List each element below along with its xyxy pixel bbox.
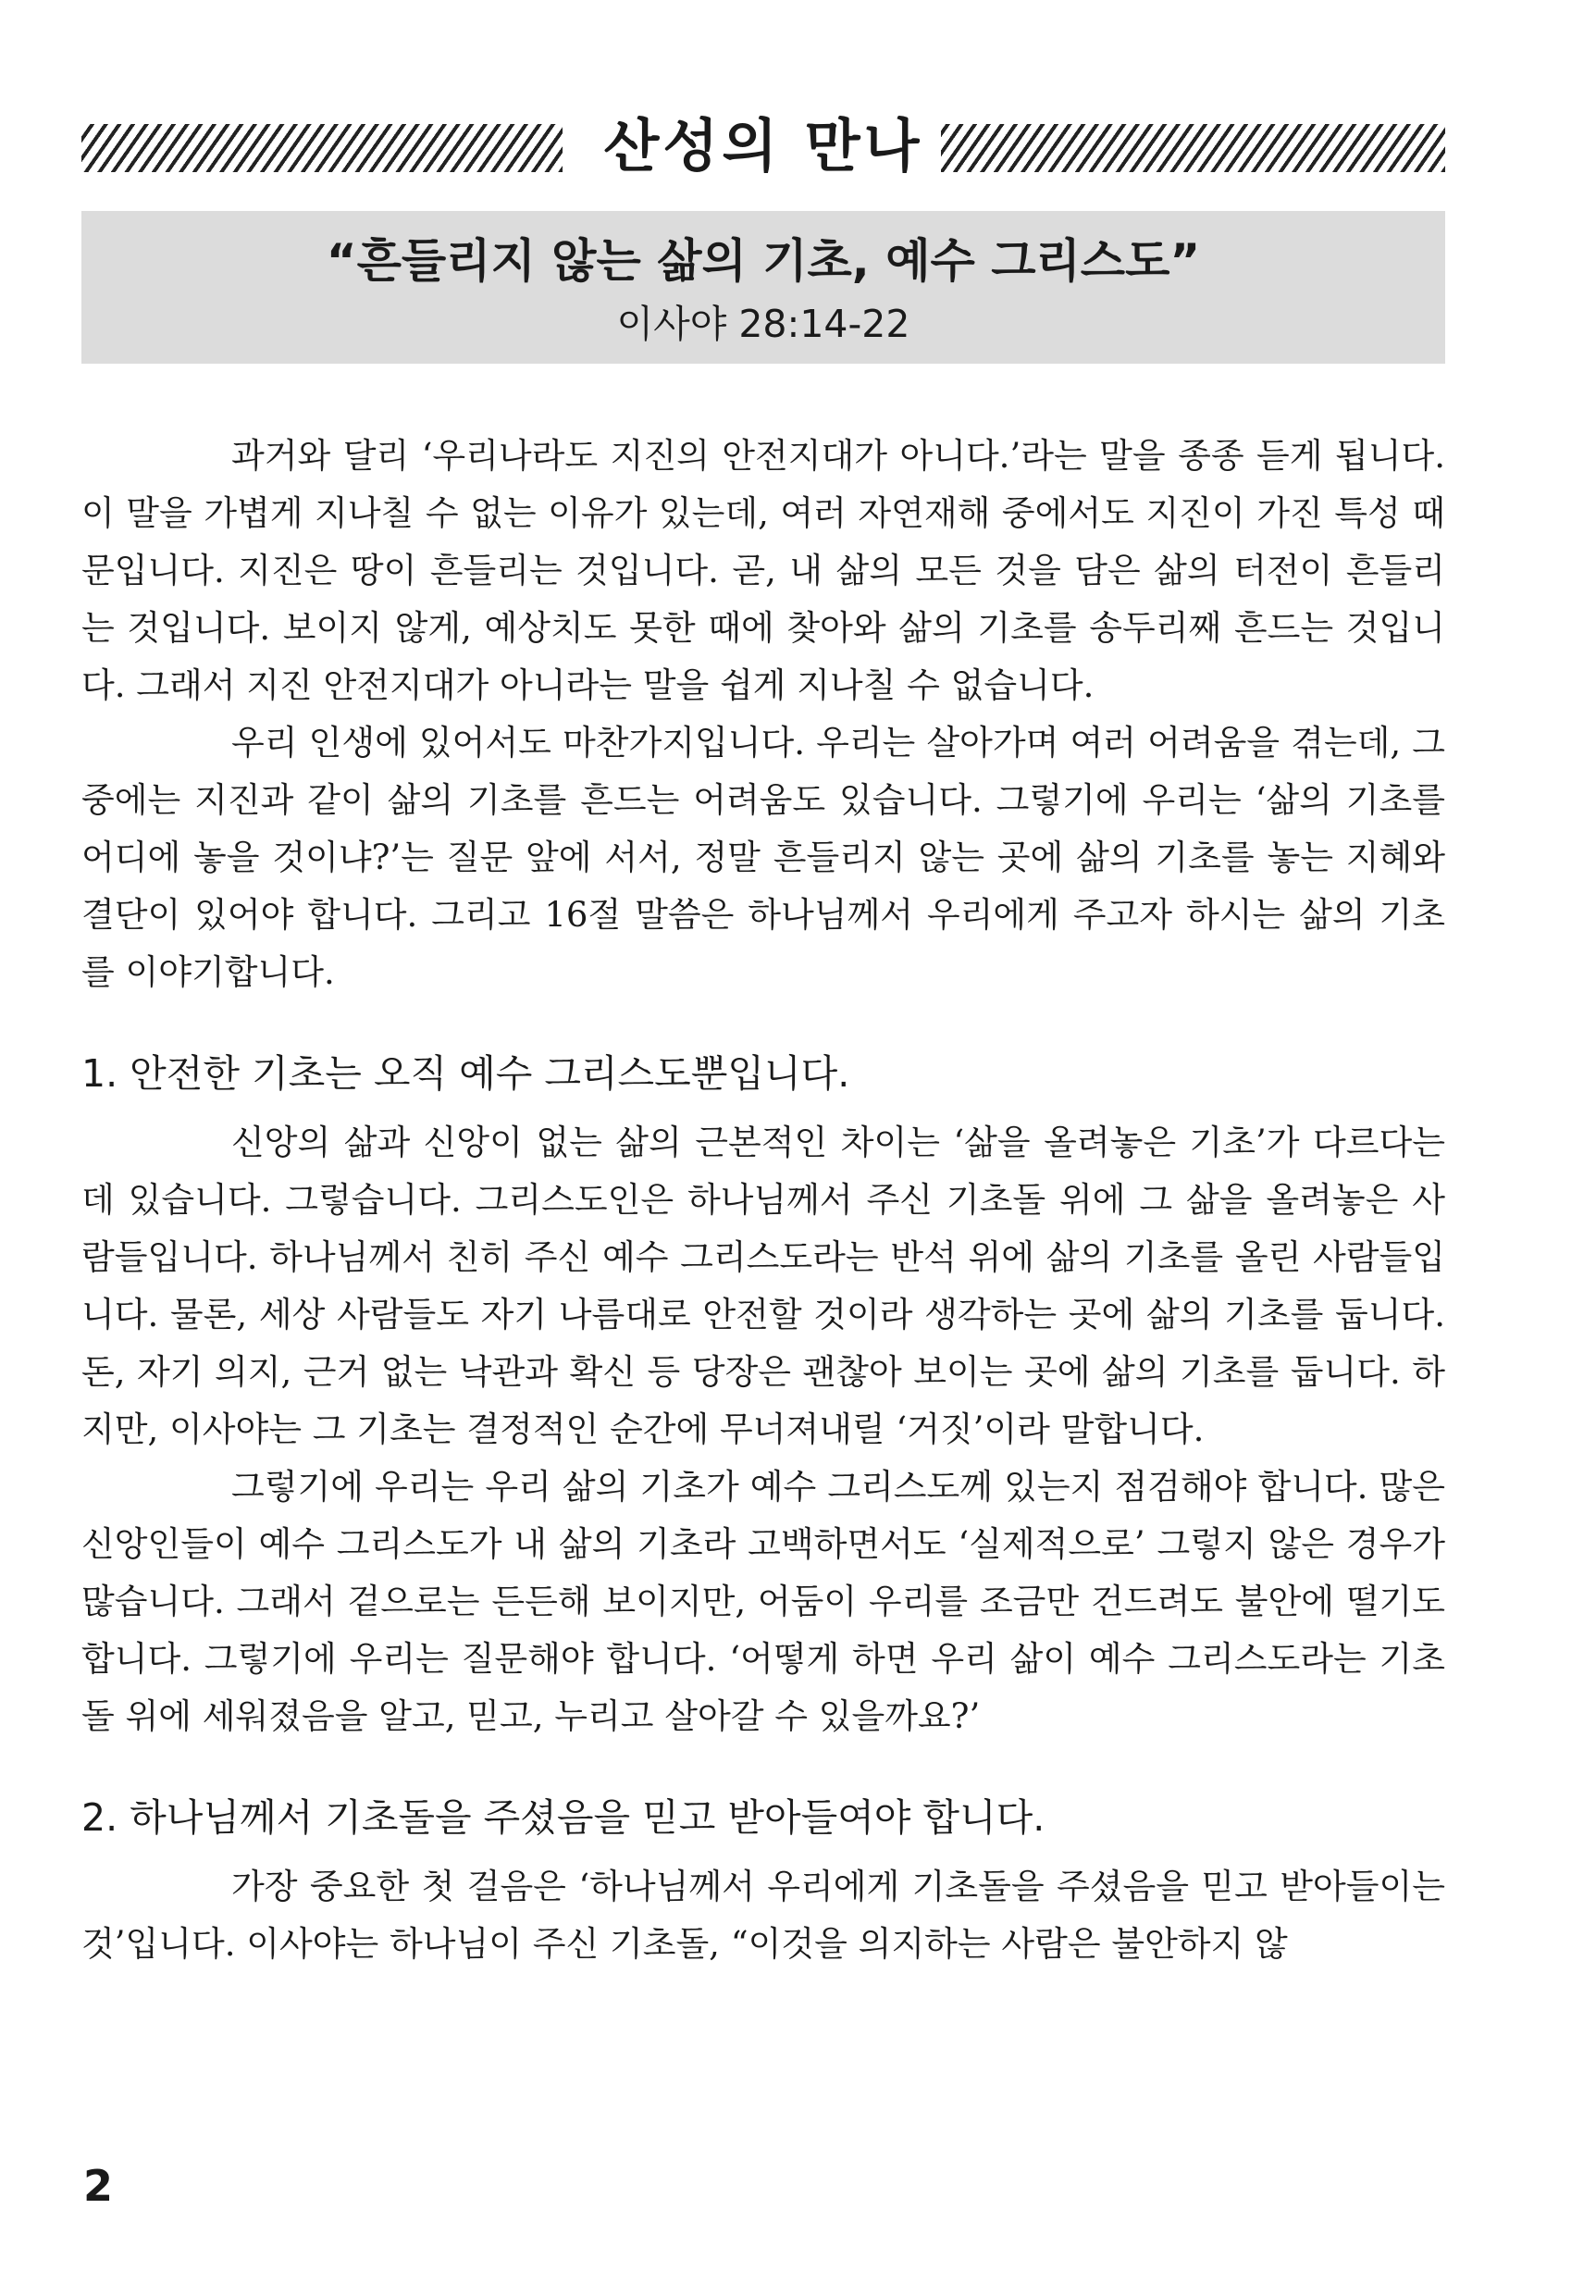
section-header — [81, 109, 1445, 183]
paragraph: 신앙의 삶과 신앙이 없는 삶의 근본적인 차이는 ‘삶을 올려놓은 기초’가 다르다는 데 있습니다. 그렇습니다. 그리스도인은 하나님께서 주신 기초돌 위에 그 삶을 올려놓은 사람들입니다. 하나님께서 친히 주신 예수 그리스도라는 반석 위에 삶의 기초를 올린 사람들입니다. 물론, 세상 사람들도 자기 나름대로 안전할 것이라 생각하는 곳에 삶의 기초를 둡니다. 돈, 자기 의지, 근거 없는 낙관과 확신 등 당장은 괜찮아 보이는 곳에 삶의 기초를 둡니다. 하지만, 이사야는 그 기초는 결정적인 순간에 무너져내릴 ‘거짓’이라 말합니다. — [81, 1123, 1445, 1449]
sermon-body — [81, 428, 1445, 1973]
paragraph: 그렇기에 우리는 우리 삶의 기초가 예수 그리스도께 있는지 점검해야 합니다. 많은 신앙인들이 예수 그리스도가 내 삶의 기초라 고백하면서도 ‘실제적으로’ 그렇지 않은 경우가 많습니다. 그래서 겉으로는 든든해 보이지만, 어둠이 우리를 조금만 건드려도 불안에 떨기도 합니다. 그렇기에 우리는 질문해야 합니다. ‘어떻게 하면 우리 삶이 예수 그리스도라는 기초돌 위에 세워졌음을 알고, 믿고, 누리고 살아갈 수 있을까요?’ — [81, 1467, 1445, 1736]
paragraph: 과거와 달리 ‘우리나라도 지진의 안전지대가 아니다.’라는 말을 종종 듣게 됩니다. 이 말을 가볍게 지나칠 수 없는 이유가 있는데, 여러 자연재해 중에서도 지진이 가진 특성 때문입니다. 지진은 땅이 흔들리는 것입니다. 곧, 내 삶의 모든 것을 담은 삶의 터전이 흔들리는 것입니다. 보이지 않게, 예상치도 못한 때에 찾아와 삶의 기초를 송두리째 흔드는 것입니다. 그래서 지진 안전지대가 아니라는 말을 쉽게 지나칠 수 없습니다. — [81, 436, 1445, 705]
section-heading: 2. 하나님께서 기초돌을 주셨음을 믿고 받아들여야 합니다. — [81, 1795, 1045, 1840]
page-number: 2 — [83, 2161, 114, 2211]
sermon-title-box — [81, 211, 1445, 364]
paragraph: 가장 중요한 첫 걸음은 ‘하나님께서 우리에게 기초돌을 주셨음을 믿고 받아들이는 것’입니다. 이사야는 하나님이 주신 기초돌, “이것을 의지하는 사람은 불안하지 않 — [81, 1867, 1445, 1964]
paragraph: 우리 인생에 있어서도 마찬가지입니다. 우리는 살아가며 여러 어려움을 겪는데, 그중에는 지진과 같이 삶의 기초를 흔드는 어려움도 있습니다. 그렇기에 우리는 ‘삶의 기초를 어디에 놓을 것이냐?’는 질문 앞에 서서, 정말 흔들리지 않는 곳에 삶의 기초를 놓는 지혜와 결단이 있어야 합니다. 그리고 16절 말씀은 하나님께서 우리에게 주고자 하시는 삶의 기초를 이야기합니다. — [81, 723, 1445, 992]
section-title: 산성의 만나 — [603, 112, 923, 180]
scripture-reference: 이사야 28:14-22 — [616, 302, 910, 346]
section-heading: 1. 안전한 기초는 오직 예수 그리스도뿐입니다. — [81, 1051, 850, 1096]
sermon-title: “흔들리지 않는 삶의 기초, 예수 그리스도” — [326, 234, 1201, 288]
